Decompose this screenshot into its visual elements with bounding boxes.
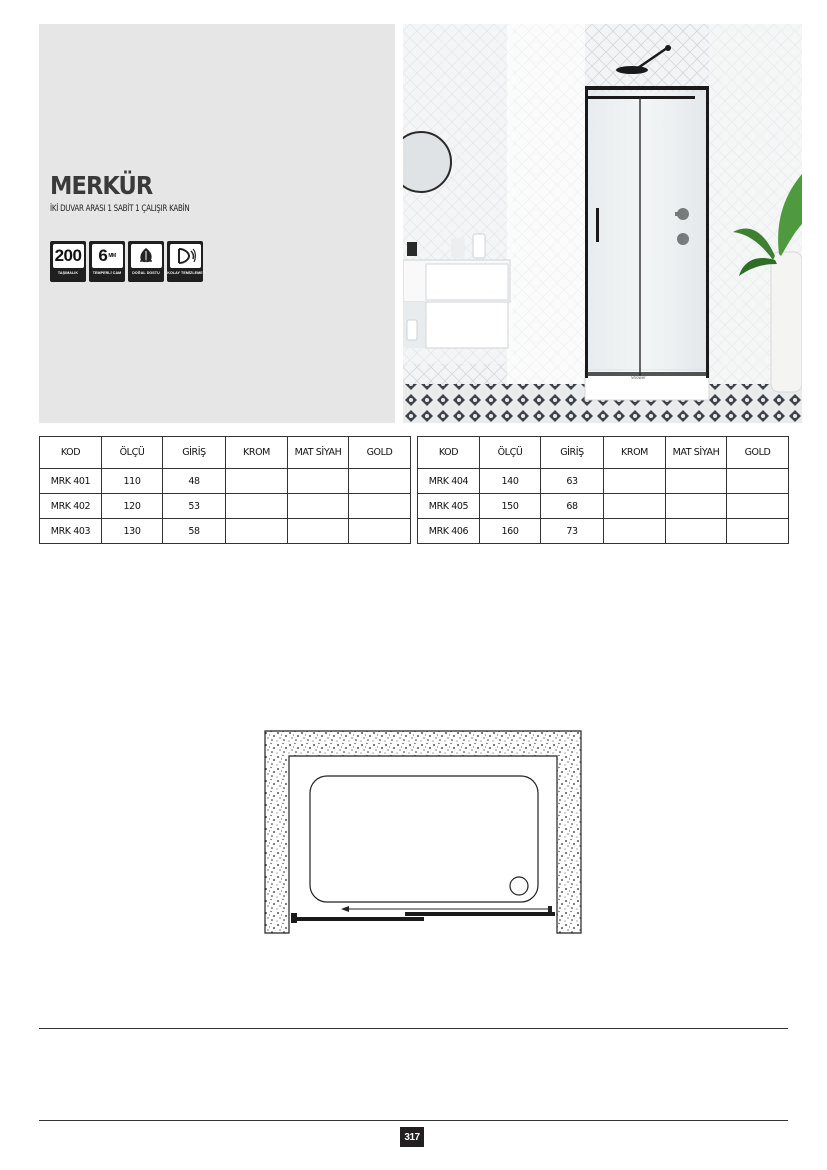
spec-table-right bbox=[417, 436, 789, 544]
badge-value: 6 bbox=[98, 246, 108, 265]
cell-mat-siyah bbox=[288, 494, 349, 519]
cell-kod: MRK 406 bbox=[418, 519, 480, 544]
header-kod: KOD bbox=[40, 437, 102, 469]
badge-label: DOĞAL DOSTU bbox=[132, 271, 160, 275]
header-gold: GOLD bbox=[727, 437, 789, 469]
hero-panel bbox=[39, 24, 395, 423]
cell-gold bbox=[349, 519, 411, 544]
cell-kod: MRK 402 bbox=[40, 494, 102, 519]
cell-giris: 73 bbox=[541, 519, 604, 544]
cell-krom bbox=[604, 519, 666, 544]
header-giris: GİRİŞ bbox=[541, 437, 604, 469]
cell-kod: MRK 401 bbox=[40, 469, 102, 494]
header-giris: GİRİŞ bbox=[163, 437, 226, 469]
table-row bbox=[40, 519, 411, 544]
cell-krom bbox=[604, 469, 666, 494]
header-krom: KROM bbox=[604, 437, 666, 469]
eco-leaf-icon bbox=[128, 241, 164, 282]
floor-plan-diagram bbox=[264, 730, 582, 934]
cell-olcu: 130 bbox=[102, 519, 163, 544]
header-olcu: ÖLÇÜ bbox=[102, 437, 163, 469]
plan-drawing bbox=[264, 730, 582, 934]
badge-label: TAŞIMALIK bbox=[57, 271, 79, 275]
table-header-row bbox=[418, 437, 789, 469]
cell-olcu: 150 bbox=[480, 494, 541, 519]
cell-gold bbox=[727, 519, 789, 544]
cell-gold bbox=[727, 469, 789, 494]
200-cycles-icon bbox=[50, 241, 86, 282]
badge-value: 200 bbox=[53, 244, 84, 268]
cell-mat-siyah bbox=[666, 469, 727, 494]
product-photo bbox=[403, 24, 802, 423]
table-row bbox=[418, 519, 789, 544]
header-krom: KROM bbox=[226, 437, 288, 469]
header-kod: KOD bbox=[418, 437, 480, 469]
cell-gold bbox=[349, 494, 411, 519]
cell-gold bbox=[727, 494, 789, 519]
product-title: MERKÜR bbox=[50, 171, 153, 200]
table-row bbox=[418, 469, 789, 494]
product-subtitle: İKİ DUVAR ARASI 1 SABİT 1 ÇALIŞIR KABİN bbox=[50, 204, 190, 214]
cell-giris: 68 bbox=[541, 494, 604, 519]
badge-label: KOLAY TEMİZLEME bbox=[167, 271, 203, 275]
cell-olcu: 140 bbox=[480, 469, 541, 494]
water-drop-icon bbox=[174, 247, 196, 265]
page-number: 317 bbox=[400, 1127, 424, 1147]
easy-clean-icon bbox=[167, 241, 203, 282]
feature-badges bbox=[50, 241, 203, 282]
cell-krom bbox=[226, 519, 288, 544]
table-header-row bbox=[40, 437, 411, 469]
table-row bbox=[40, 494, 411, 519]
table-row bbox=[418, 494, 789, 519]
spec-table-left bbox=[39, 436, 411, 544]
cell-gold bbox=[349, 469, 411, 494]
cell-giris: 53 bbox=[163, 494, 226, 519]
header-mat-siyah: MAT SİYAH bbox=[288, 437, 349, 469]
cell-kod: MRK 403 bbox=[40, 519, 102, 544]
cell-giris: 48 bbox=[163, 469, 226, 494]
cell-krom bbox=[604, 494, 666, 519]
header-mat-siyah: MAT SİYAH bbox=[666, 437, 727, 469]
cell-kod: MRK 405 bbox=[418, 494, 480, 519]
6mm-glass-icon bbox=[89, 241, 125, 282]
cell-krom bbox=[226, 494, 288, 519]
footer-divider-line bbox=[39, 1120, 788, 1121]
cell-giris: 58 bbox=[163, 519, 226, 544]
cell-mat-siyah bbox=[666, 519, 727, 544]
leaf-icon bbox=[136, 247, 156, 265]
bathroom-scene bbox=[403, 24, 802, 423]
badge-label: TEMPERLİ CAM bbox=[92, 271, 122, 275]
cell-giris: 63 bbox=[541, 469, 604, 494]
header-gold: GOLD bbox=[349, 437, 411, 469]
cell-mat-siyah bbox=[288, 469, 349, 494]
cell-mat-siyah bbox=[288, 519, 349, 544]
cell-olcu: 120 bbox=[102, 494, 163, 519]
table-row bbox=[40, 469, 411, 494]
divider-line bbox=[39, 1028, 788, 1029]
badge-unit: MM bbox=[108, 253, 116, 259]
cabin-brand-mark: Shower bbox=[631, 375, 646, 380]
cell-kod: MRK 404 bbox=[418, 469, 480, 494]
cell-krom bbox=[226, 469, 288, 494]
cell-olcu: 110 bbox=[102, 469, 163, 494]
header-olcu: ÖLÇÜ bbox=[480, 437, 541, 469]
cell-mat-siyah bbox=[666, 494, 727, 519]
cell-olcu: 160 bbox=[480, 519, 541, 544]
